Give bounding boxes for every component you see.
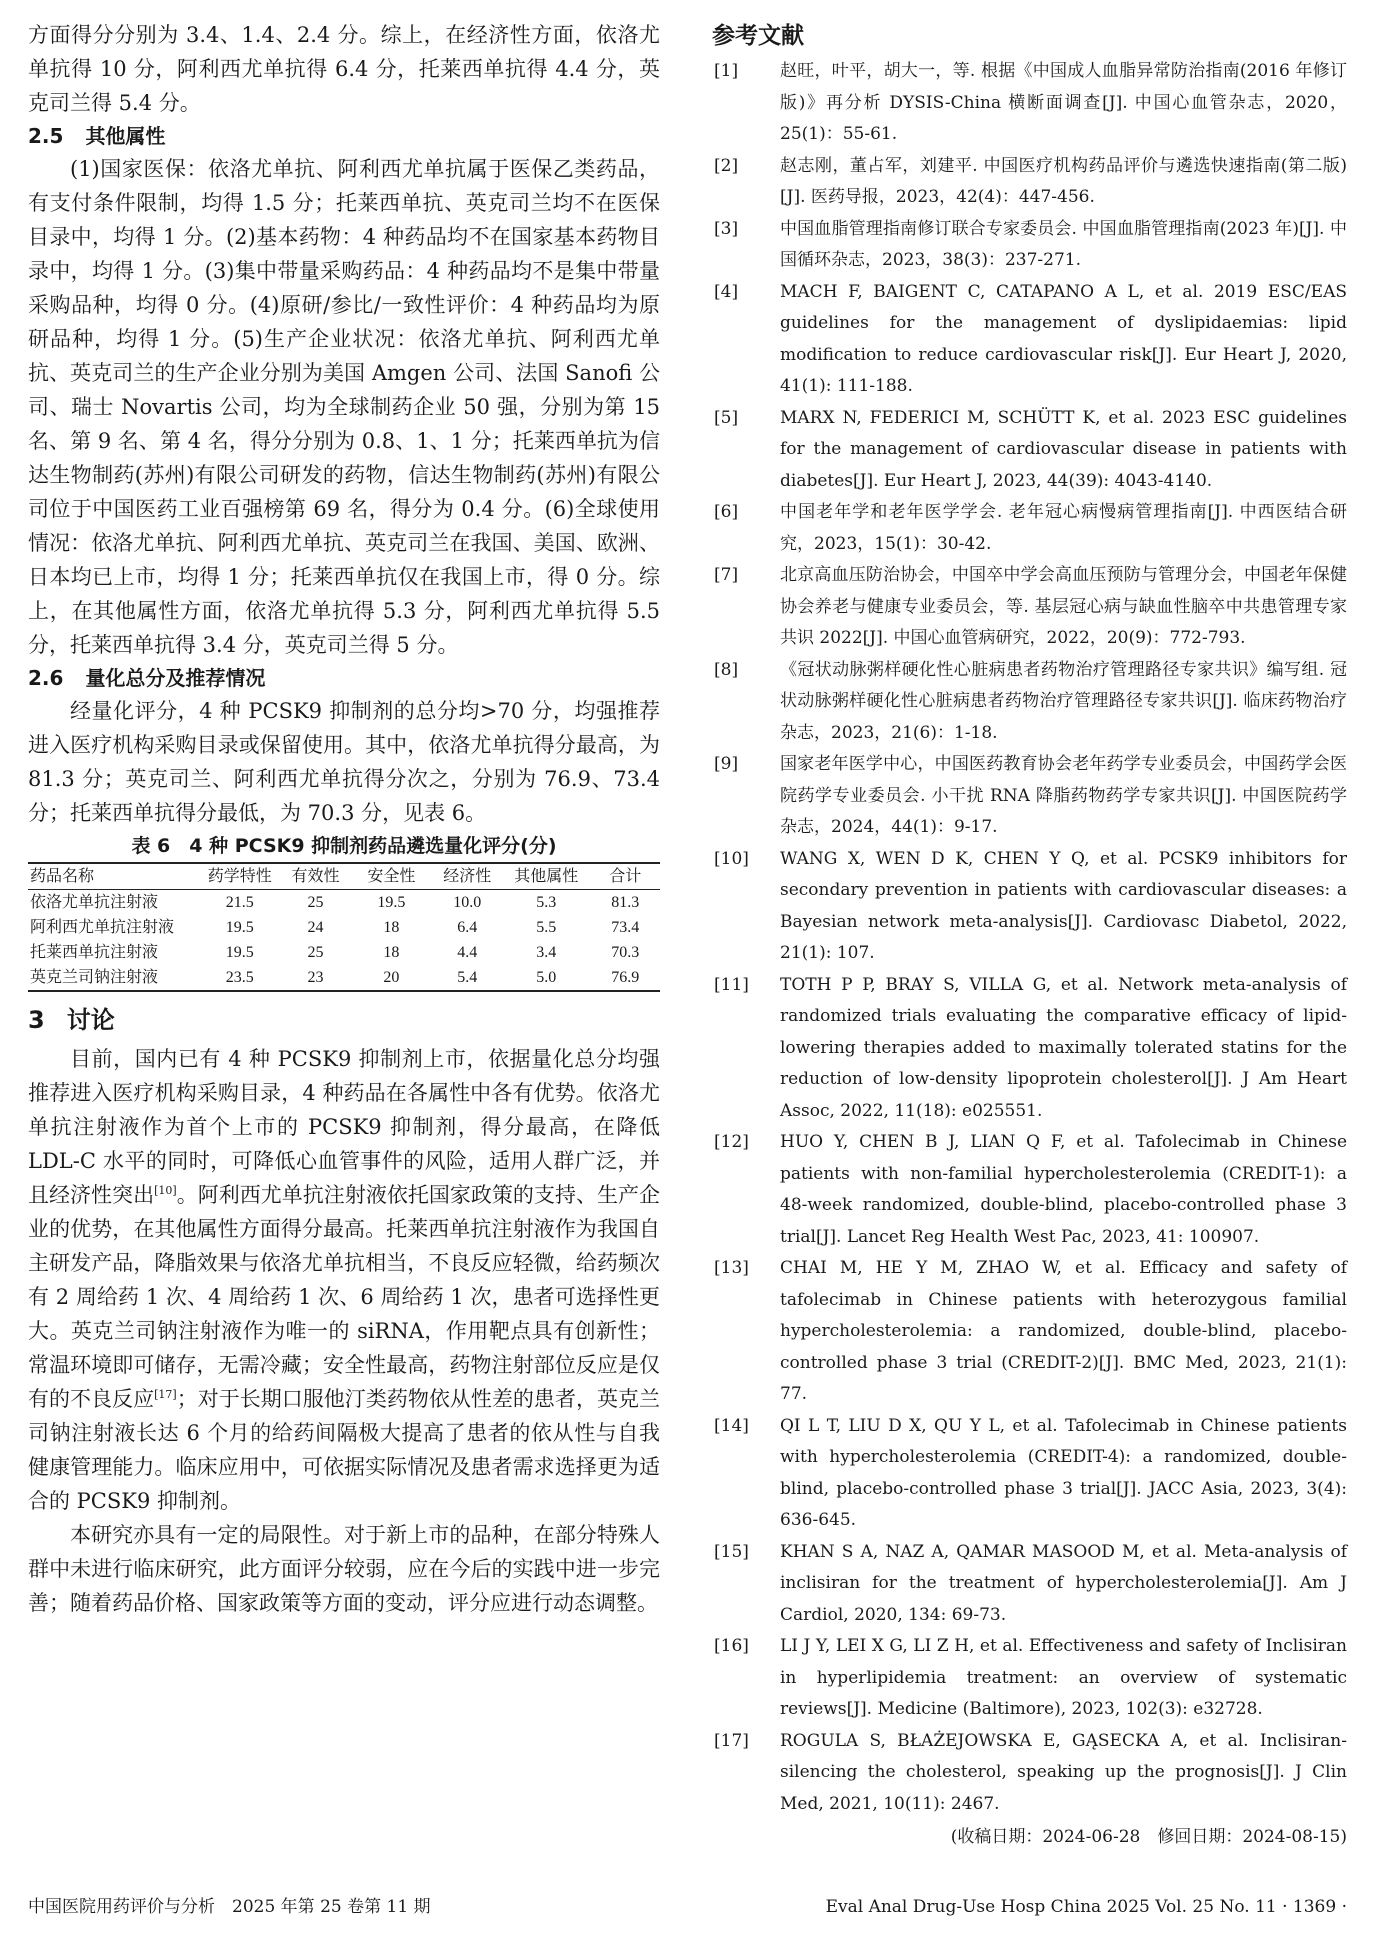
section-heading-3 <box>28 998 660 1042</box>
table-header-cell: 安全性 <box>367 868 416 885</box>
table-cell: 依洛尤单抗注射液 <box>30 894 159 911</box>
table-header-cell: 有效性 <box>291 868 340 885</box>
section-title: 量化总分及推荐情况 <box>85 666 266 690</box>
reference-number: [16] <box>714 1636 749 1656</box>
reference-item <box>712 56 1347 151</box>
reference-item <box>712 1537 1347 1632</box>
table-row <box>28 940 660 965</box>
table-cell: 20 <box>383 969 400 986</box>
reference-text: 赵旺，叶平，胡大一，等. 根据《中国成人血脂异常防治指南(2016 年修订版)》再分析 DYSIS-China 横断面调查[J]. 中国心血管杂志，2020，25(1)：55-61. <box>780 61 1347 144</box>
left-column <box>28 18 660 1620</box>
reference-text: KHAN S A, NAZ A, QAMAR MASOOD M, et al. Meta-analysis of inclisiran for the treatment of hypercholesterolemia[J]. Am J Cardiol, 2020, 134: 69-73. <box>780 1541 1347 1625</box>
reference-text: MARX N, FEDERICI M, SCHÜTT K, et al. 2023 ESC guidelines for the management of cardiovascular disease in patients with diabetes[J]. Eur Heart J, 2023, 44(39): 4043-4140. <box>780 407 1347 491</box>
table-cell: 70.3 <box>611 944 640 961</box>
section-heading-2-6 <box>28 662 660 694</box>
table-cell: 阿利西尤单抗注射液 <box>30 919 175 936</box>
reference-list <box>712 56 1347 1820</box>
reference-item <box>712 749 1347 844</box>
reference-text: 北京高血压防治协会，中国卒中学会高血压预防与管理分会，中国老年保健协会养老与健康专业委员会，等. 基层冠心病与缺血性脑卒中共患管理专家共识 2022[J]. 中国心血管病研究，2022，20(9)：772-793. <box>780 565 1347 648</box>
reference-text: 中国血脂管理指南修订联合专家委员会. 中国血脂管理指南(2023 年)[J]. 中国循环杂志，2023，38(3)：237-271. <box>780 218 1347 270</box>
citation-ref: [17] <box>154 1388 177 1401</box>
reference-item <box>712 214 1347 277</box>
table-cell: 25 <box>307 944 324 961</box>
reference-text: LI J Y, LEI X G, LI Z H, et al. Effectiveness and safety of Inclisiran in hyperlipidemia treatment: an overview of systematic reviews[J]. Medicine (Baltimore), 2023, 102(3): e32728. <box>780 1636 1347 1719</box>
reference-number: [13] <box>714 1258 749 1278</box>
table-row <box>28 965 660 991</box>
table-cell: 24 <box>307 919 324 936</box>
reference-text: TOTH P P, BRAY S, VILLA G, et al. Network meta-analysis of randomized trials evaluating the comparative efficacy of lipid-lowering therapies added to maximally tolerated statins for the reduction of low-density lipoprotein cholesterol[J]. J Am Heart Assoc, 2022, 11(18): e025551. <box>780 974 1347 1121</box>
reference-text: WANG X, WEN D K, CHEN Y Q, et al. PCSK9 inhibitors for secondary prevention in patients with cardiovascular diseases: a Bayesian network meta-analysis[J]. Cardiovasc Diabetol, 2022, 21(1): 107. <box>780 848 1347 963</box>
reference-number: [14] <box>714 1415 749 1436</box>
table-cell: 19.5 <box>225 919 254 936</box>
reference-item <box>712 1127 1347 1253</box>
table-cell: 23 <box>307 969 324 986</box>
table-header-cell: 药品名称 <box>30 868 95 885</box>
footer-journal-cn: 中国医院用药评价与分析 2025 年第 25 卷第 11 期 <box>28 1897 431 1917</box>
right-column <box>712 18 1347 1853</box>
table-row <box>28 915 660 940</box>
reference-number: [6] <box>714 502 739 522</box>
section-title: 讨论 <box>66 1006 115 1034</box>
reference-number: [5] <box>714 407 739 428</box>
table-cell: 托莱西单抗注射液 <box>30 944 159 961</box>
table-cell: 19.5 <box>377 894 406 911</box>
reference-text: 《冠状动脉粥样硬化性心脏病患者药物治疗管理路径专家共识》编写组. 冠状动脉粥样硬化性心脏病患者药物治疗管理路径专家共识[J]. 临床药物治疗杂志，2023，21(6)：1-18. <box>780 659 1347 743</box>
table-cell: 5.5 <box>536 919 557 936</box>
paragraph-other-attributes: (1)国家医保：依洛尤单抗、阿利西尤单抗属于医保乙类药品，有支付条件限制，均得 1.5 分；托莱西单抗、英克司兰均不在医保目录中，均得 1 分。(2)基本药物：4 种药品均不在国家基本药物目录中，均得 1 分。(3)集中带量采购药品：4 种药品均不是集中带量采购品种，均得 0 分。(4)原研/参比/一致性评价：4 种药品均为原研品种，均得 1 分。(5)生产企业状况：依洛尤单抗、阿利西尤单抗、英克司兰的生产企业分别为美国 Amgen 公司、法国 Sanofi 公司、瑞士 Novartis 公司，均为全球制药企业 50 强，分别为第 15 名、第 9 名、第 4 名，得分分别为 0.8、1、1 分；托莱西单抗为信达生物制药(苏州)有限公司研发的药物，信达生物制药(苏州)有限公司位于中国医药工业百强榜第 69 名，得分为 0.4 分。(6)全球使用情况：依洛尤单抗、阿利西尤单抗、英克司兰在我国、美国、欧洲、日本均已上市，均得 1 分；托莱西单抗仅在我国上市，得 0 分。综上，在其他属性方面，依洛尤单抗得 5.3 分，阿利西尤单抗得 5.5 分，托莱西单抗得 3.4 分，英克司兰得 5 分。 <box>28 157 660 657</box>
table-header-row <box>28 863 660 890</box>
references-heading: 参考文献 <box>712 23 804 49</box>
reference-text: MACH F, BAIGENT C, CATAPANO A L, et al. 2019 ESC/EAS guidelines for the management of dyslipidaemias: lipid modification to reduce cardiovascular risk[J]. Eur Heart J, 2020, 41(1): 111-188. <box>780 281 1347 396</box>
reference-item <box>712 403 1347 498</box>
paragraph-total-score: 经量化评分，4 种 PCSK9 抑制剂的总分均>70 分，均强推荐进入医疗机构采购目录或保留使用。其中，依洛尤单抗得分最高，为 81.3 分；英克司兰、阿利西尤单抗得分次之，分别为 76.9、73.4 分；托莱西单抗得分最低，为 70.3 分，见表 6。 <box>28 699 660 825</box>
table-cell: 18 <box>383 919 400 936</box>
section-title: 其他属性 <box>85 124 166 148</box>
paragraph-limitations: 本研究亦具有一定的局限性。对于新上市的品种，在部分特殊人群中未进行临床研究，此方面评分较弱，应在今后的实践中进一步完善；随着药品价格、国家政策等方面的变动，评分应进行动态调整。 <box>28 1523 660 1615</box>
table-header-cell: 合计 <box>609 868 642 885</box>
reference-text: 赵志刚，董占军，刘建平. 中国医疗机构药品评价与遴选快速指南(第二版)[J]. 医药导报，2023，42(4)：447-456. <box>780 155 1347 207</box>
table-6-caption: 表 6 4 种 PCSK9 抑制剂药品遴选量化评分(分) <box>131 835 557 857</box>
table-cell: 81.3 <box>611 894 640 911</box>
reference-number: [11] <box>714 974 749 995</box>
reference-item <box>712 655 1347 750</box>
reference-item <box>712 844 1347 970</box>
paragraph-economics-summary: 方面得分分别为 3.4、1.4、2.4 分。综上，在经济性方面，依洛尤单抗得 10 分，阿利西尤单抗得 6.4 分，托莱西单抗得 4.4 分，英克司兰得 5.4 分。 <box>28 23 660 115</box>
table-cell: 18 <box>383 944 400 961</box>
table-cell: 25 <box>307 894 324 911</box>
reference-item <box>712 151 1347 214</box>
table-cell: 76.9 <box>611 969 640 986</box>
table-cell: 3.4 <box>536 944 557 961</box>
table-cell: 英克兰司钠注射液 <box>30 969 159 986</box>
reference-text: 国家老年医学中心，中国医药教育协会老年药学专业委员会，中国药学会医院药学专业委员会. 小干扰 RNA 降脂药物药学专家共识[J]. 中国医院药学杂志，2024，44(1)：9-17. <box>780 754 1347 837</box>
section-number: 2.6 <box>28 666 64 690</box>
reference-number: [12] <box>714 1132 749 1152</box>
paragraph-discussion <box>28 1042 660 1518</box>
reference-number: [9] <box>714 754 739 774</box>
table-cell: 19.5 <box>225 944 254 961</box>
reference-number: [15] <box>714 1541 749 1562</box>
discussion-text: ；对于长期口服他汀类药物依从性差的患者，英克兰司钠注射液长达 6 个月的给药间隔极大提高了患者的依从性与自我健康管理能力。临床应用中，可依据实际情况及患者需求选择更为适合的 PCSK9 抑制剂。 <box>28 1387 661 1513</box>
table-cell: 10.0 <box>453 894 482 911</box>
section-number: 2.5 <box>28 124 64 148</box>
table-cell: 5.4 <box>457 969 478 986</box>
table-cell: 73.4 <box>611 919 640 936</box>
table-cell: 21.5 <box>225 894 254 911</box>
reference-text: HUO Y, CHEN B J, LIAN Q F, et al. Tafolecimab in Chinese patients with non-familial hypercholesterolemia (CREDIT-1): a 48-week randomized, double-blind, placebo-controlled phase 3 trial[J]. Lancet Reg Health West Pac, 2023, 41: 100907. <box>780 1132 1347 1247</box>
reference-item <box>712 1726 1347 1821</box>
reference-item <box>712 1253 1347 1411</box>
reference-text: 中国老年学和老年医学学会. 老年冠心病慢病管理指南[J]. 中西医结合研究，2023，15(1)：30-42. <box>780 502 1347 554</box>
received-revised-dates: (收稿日期：2024-06-28 修回日期：2024-08-15) <box>950 1827 1347 1847</box>
discussion-text: 。阿利西尤单抗注射液依托国家政策的支持、生产企业的优势，在其他属性方面得分最高。托莱西单抗注射液作为我国自主研发产品，降脂效果与依洛尤单抗相当，不良反应轻微，给药频次有 2 周给药 1 次、4 周给药 1 次、6 周给药 1 次，患者可选择性更大。英克兰司钠注射液作为唯一的 siRNA，作用靶点具有创新性；常温环境即可储存，无需冷藏；安全性最高，药物注射部位反应是仅有的不良反应 <box>28 1183 661 1411</box>
reference-number: [4] <box>714 281 739 302</box>
reference-item <box>712 277 1347 403</box>
reference-item <box>712 1631 1347 1726</box>
reference-text: CHAI M, HE Y M, ZHAO W, et al. Efficacy and safety of tafolecimab in Chinese patients with heterozygous familial hypercholesterolemia: a randomized, double-blind, placebo-controlled phase 3 trial (CREDIT-2)[J]. BMC Med, 2023, 21(1): 77. <box>780 1258 1347 1404</box>
reference-number: [2] <box>714 155 739 176</box>
reference-item <box>712 560 1347 655</box>
reference-text: ROGULA S, BŁAŻEJOWSKA E, GĄSECKA A, et al. Inclisiran-silencing the cholesterol, speaking up the prognosis[J]. J Clin Med, 2021, 10(11): 2467. <box>780 1730 1347 1814</box>
footer-journal-en: Eval Anal Drug-Use Hosp China 2025 Vol. 25 No. 11 · 1369 · <box>825 1897 1347 1917</box>
reference-number: [8] <box>714 659 739 680</box>
table-cell: 5.0 <box>536 969 557 986</box>
table-cell: 23.5 <box>225 969 254 986</box>
section-heading-2-5 <box>28 120 660 152</box>
table-header-cell: 其他属性 <box>514 868 579 885</box>
table-6 <box>28 862 660 992</box>
reference-number: [3] <box>714 218 739 239</box>
citation-ref: [10] <box>154 1184 177 1197</box>
discussion-text: 目前，国内已有 4 种 PCSK9 抑制剂上市，依据量化总分均强推荐进入医疗机构采购目录，4 种药品在各属性中各有优势。依洛尤单抗注射液作为首个上市的 PCSK9 抑制剂，得分最高，在降低 LDL-C 水平的同时，可降低心血管事件的风险，适用人群广泛，并且经济性突出 <box>28 1047 660 1207</box>
table-cell: 5.3 <box>536 894 557 911</box>
section-number: 3 <box>28 1006 45 1034</box>
reference-number: [1] <box>714 61 739 81</box>
reference-item <box>712 970 1347 1128</box>
reference-number: [7] <box>714 565 739 585</box>
table-cell: 4.4 <box>457 944 478 961</box>
table-cell: 6.4 <box>457 919 478 936</box>
reference-item <box>712 497 1347 560</box>
table-header-cell: 药学特性 <box>207 868 272 885</box>
reference-item <box>712 1411 1347 1537</box>
table-row <box>28 890 660 916</box>
reference-number: [10] <box>714 848 749 869</box>
reference-number: [17] <box>714 1730 749 1751</box>
reference-text: QI L T, LIU D X, QU Y L, et al. Tafolecimab in Chinese patients with hypercholesterolemia (CREDIT-4): a randomized, double-blind, placebo-controlled phase 3 trial[J]. JACC Asia, 2023, 3(4): 636-645. <box>780 1415 1347 1530</box>
table-header-cell: 经济性 <box>443 868 492 885</box>
